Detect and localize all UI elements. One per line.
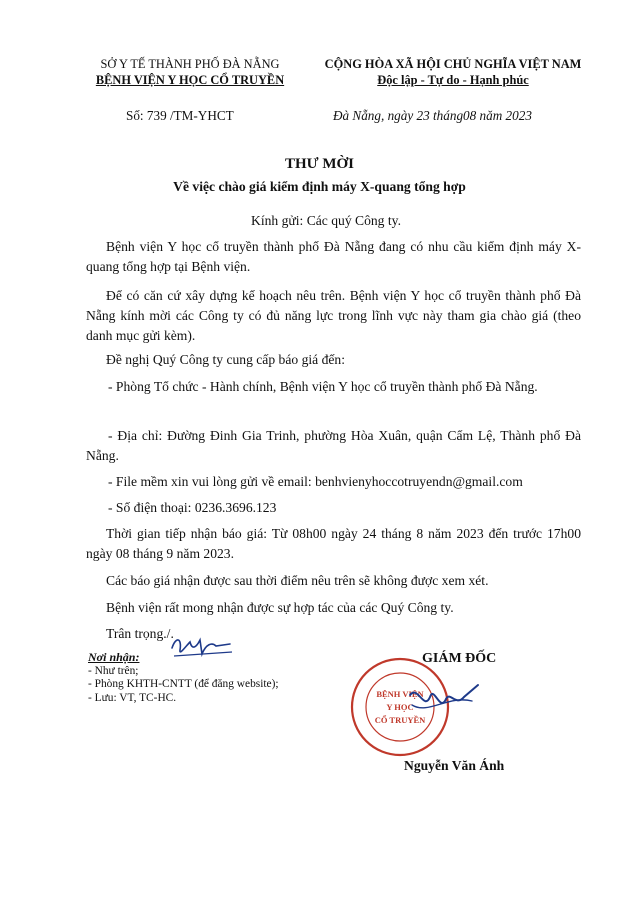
recipients-block <box>88 651 279 705</box>
paragraph-timeframe: Thời gian tiếp nhận báo giá: Từ 08h00 ngày 24 tháng 8 năm 2023 đến trước 17h00 ngày 08 tháng 9 năm 2023. <box>86 526 581 561</box>
paragraph-invitation: Để có căn cứ xây dựng kế hoạch nêu trên. Bệnh viện Y học cổ truyền thành phố Đà Nẵng kính mời các Công ty có đủ năng lực trong lĩnh vực này tham gia chào giá (theo danh mục gửi kèm). <box>86 288 581 343</box>
salutation: Kính gửi: Các quý Công ty. <box>251 213 401 228</box>
stamp-line-1: BỆNH VIỆN <box>376 689 424 699</box>
motto: Độc lập - Tự do - Hạnh phúc <box>377 73 529 87</box>
signer-position: GIÁM ĐỐC <box>422 651 497 666</box>
bullet-email: - File mềm xin vui lòng gửi về email: benhvienyhoccotruyendn@gmail.com <box>108 474 523 489</box>
stamp-line-3: CỔ TRUYỀN <box>374 715 426 725</box>
bullet-address: - Địa chỉ: Đường Đinh Gia Trinh, phường Hòa Xuân, quận Cẩm Lệ, Thành phố Đà Nẵng. <box>86 428 581 463</box>
bullet-phone: - Số điện thoại: 0236.3696.123 <box>108 500 277 515</box>
signer-name: Nguyễn Văn Ánh <box>404 758 505 773</box>
recipient-item: - Phòng KHTH-CNTT (để đăng website); <box>88 678 279 690</box>
paragraph-cooperation: Bệnh viện rất mong nhận được sự hợp tác của các Quý Công ty. <box>106 600 454 615</box>
paragraph-request: Đề nghị Quý Công ty cung cấp báo giá đến: <box>106 352 345 367</box>
recipients-title: Nơi nhận: <box>88 650 140 664</box>
national-title: CỘNG HÒA XÃ HỘI CHỦ NGHĨA VIỆT NAM <box>324 57 582 71</box>
document-subtitle: Về việc chào giá kiểm định máy X-quang tổng hợp <box>173 179 466 194</box>
document-number: Số: 739 /TM-YHCT <box>126 108 234 123</box>
stamp-line-2: Y HỌC <box>386 702 414 712</box>
parent-agency: SỞ Y TẾ THÀNH PHỐ ĐÀ NẴNG <box>100 57 280 71</box>
recipient-item: - Lưu: VT, TC-HC. <box>88 691 177 704</box>
hospital-name: BỆNH VIỆN Y HỌC CỔ TRUYỀN <box>95 73 285 87</box>
bullet-department: - Phòng Tổ chức - Hành chính, Bệnh viện Y học cổ truyền thành phố Đà Nẵng. <box>108 379 538 394</box>
issuing-agency-block <box>72 56 308 88</box>
paragraph-late-notice: Các báo giá nhận được sau thời điểm nêu trên sẽ không được xem xét. <box>106 573 489 588</box>
place-date: Đà Nẵng, ngày 23 tháng08 năm 2023 <box>333 108 532 123</box>
document-title: THƯ MỜI <box>284 156 355 172</box>
closing: Trân trọng./. <box>106 626 174 641</box>
official-stamp <box>338 655 508 765</box>
national-motto-block <box>310 56 596 88</box>
paragraph-intro: Bệnh viện Y học cổ truyền thành phố Đà Nẵng đang có nhu cầu kiểm định máy X-quang tổng hợp tại Bệnh viện. <box>86 239 581 274</box>
recipient-item: - Như trên; <box>88 664 139 677</box>
